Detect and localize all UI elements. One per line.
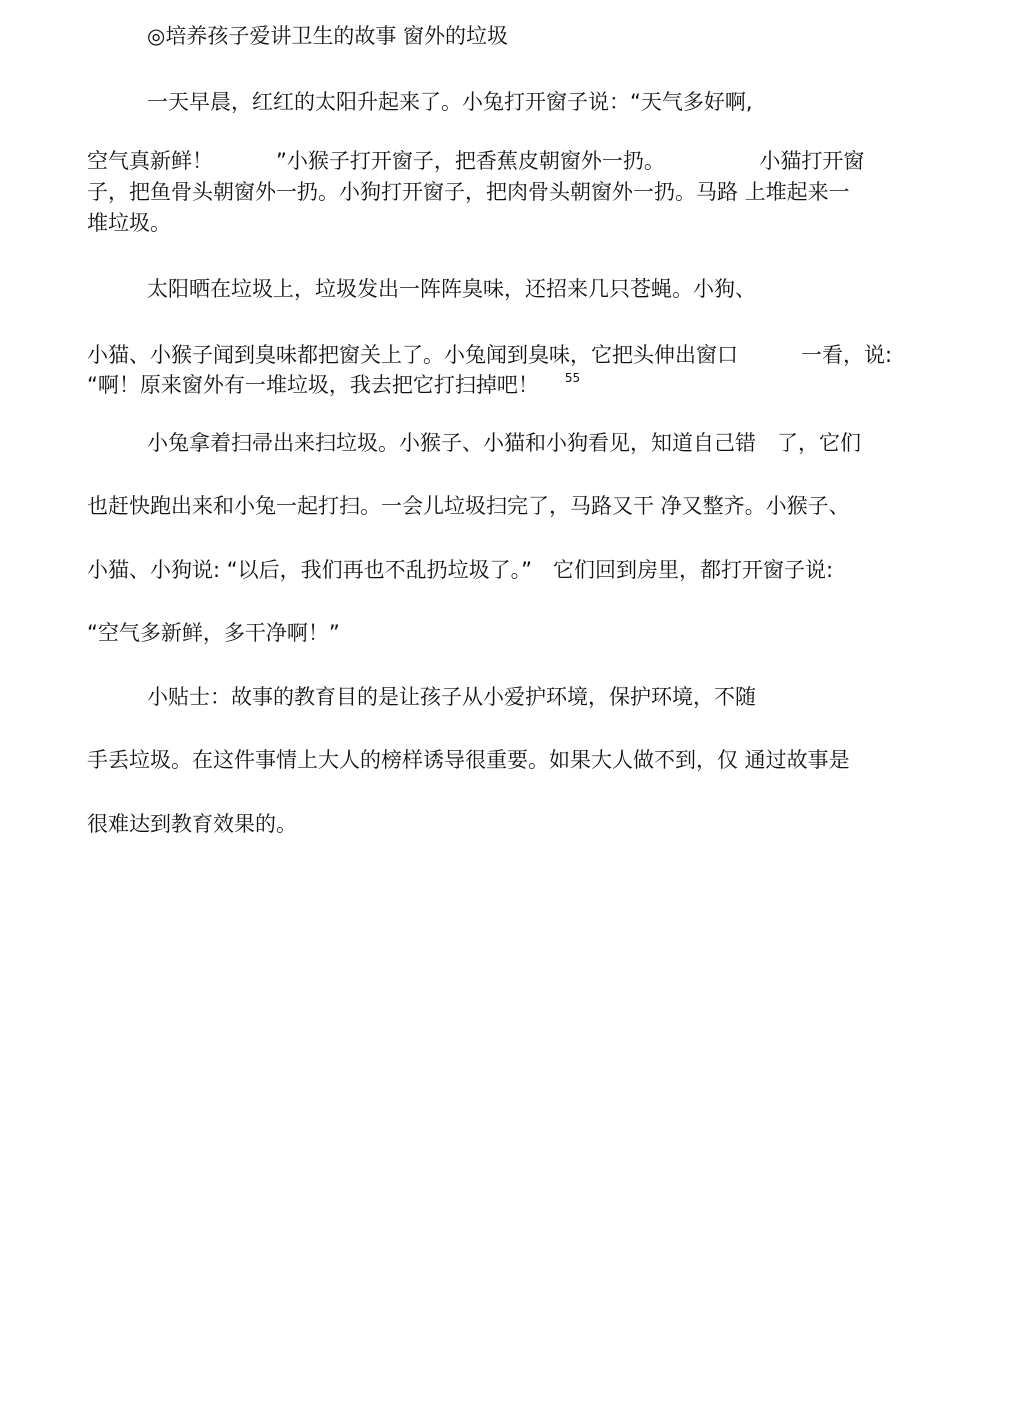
paragraph-1-line-2: 空气真新鲜！ ”小猴子打开窗子，把香蕉皮朝窗外一扔。 小猫打开窗 bbox=[87, 149, 865, 173]
paragraph-2-line-3-text: “啊！原来窗外有一堆垃圾，我去把它打扫掉吧！ bbox=[87, 373, 539, 397]
story-title: ◎培养孩子爱讲卫生的故事 窗外的垃圾 bbox=[147, 24, 508, 48]
paragraph-1-line-3: 子，把鱼骨头朝窗外一扔。小狗打开窗子，把肉骨头朝窗外一扔。马路 上堆起来一 bbox=[87, 180, 850, 204]
paragraph-3-line-1: 小兔拿着扫帚出来扫垃圾。小猴子、小猫和小狗看见，知道自己错 了，它们 bbox=[147, 431, 861, 455]
paragraph-1-line-1: 一天早晨，红红的太阳升起来了。小兔打开窗子说：“天气多好啊, bbox=[147, 90, 753, 114]
stray-mark-55: 55 bbox=[564, 371, 581, 385]
paragraph-2-line-1: 太阳晒在垃圾上，垃圾发出一阵阵臭味，还招来几只苍蝇。小狗、 bbox=[147, 277, 756, 301]
paragraph-2-line-3 bbox=[87, 370, 580, 403]
paragraph-3-line-4: “空气多新鲜，多干净啊！” bbox=[87, 621, 340, 645]
paragraph-3-line-3: 小猫、小狗说: “以后，我们再也不乱扔垃圾了。” 它们回到房里，都打开窗子说: bbox=[87, 558, 834, 582]
tips-line-1: 小贴士：故事的教育目的是让孩子从小爱护环境，保护环境，不随 bbox=[147, 685, 756, 709]
paragraph-3-line-2: 也赶快跑出来和小兔一起打扫。一会儿垃圾扫完了，马路又干 净又整齐。小猴子、 bbox=[87, 494, 850, 518]
paragraph-2-line-2: 小猫、小猴子闻到臭味都把窗关上了。小兔闻到臭味，它把头伸出窗口 一看，说: bbox=[87, 343, 893, 367]
tips-line-2: 手丢垃圾。在这件事情上大人的榜样诱导很重要。如果大人做不到，仅 通过故事是 bbox=[87, 748, 850, 772]
tips-line-3: 很难达到教育效果的。 bbox=[87, 812, 297, 836]
paragraph-1-line-4: 堆垃圾。 bbox=[87, 211, 171, 235]
